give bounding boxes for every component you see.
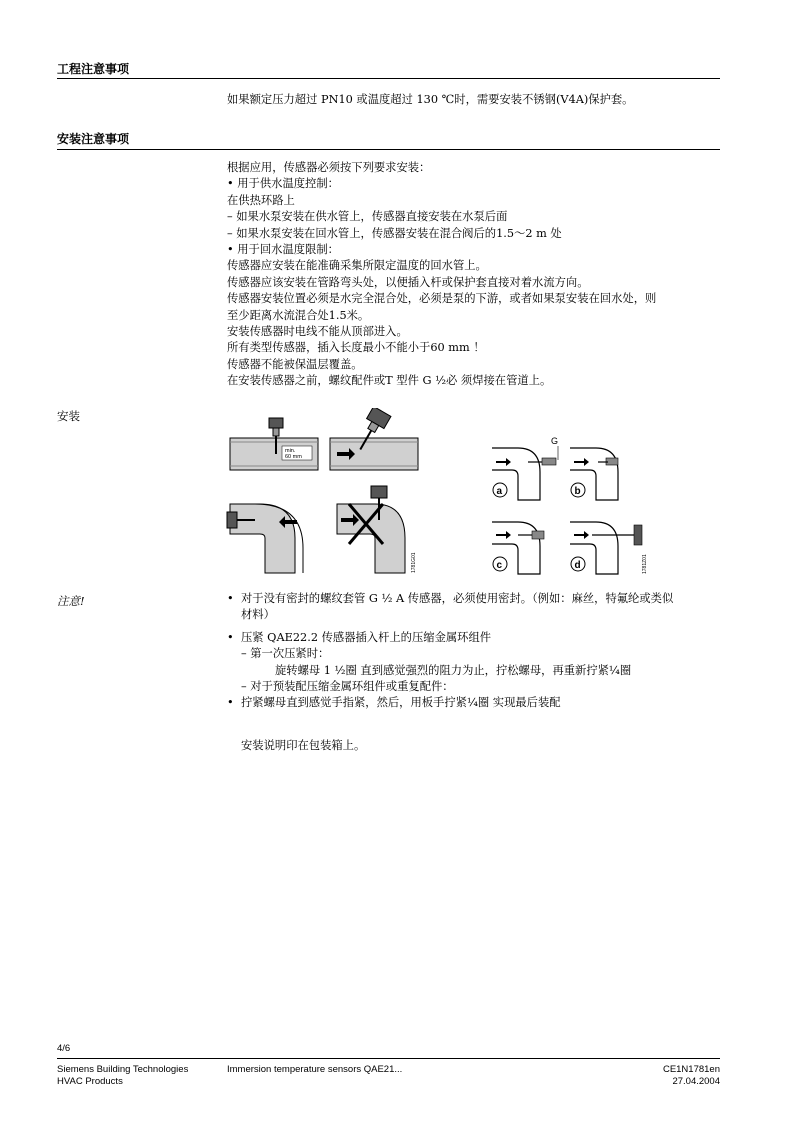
mounting-line: – 如果水泵安装在供水管上，传感器直接安装在水泵后面 — [227, 210, 508, 224]
division-name: HVAC Products — [57, 1076, 123, 1087]
tag-c: c — [496, 560, 503, 571]
note-bullet-final — [227, 695, 722, 711]
installation-diagram-right — [488, 432, 648, 578]
figure-code-left: 1781G01 — [411, 552, 417, 573]
mounting-line: 传感器应该安装在管路弯头处，以便插入杆或保护套直接对着水流方向。 — [227, 275, 589, 289]
doc-date: 27.04.2004 — [672, 1076, 720, 1087]
mounting-line: 在安装传感器之前，螺纹配件或T 型件 G ½必 须焊接在管道上。 — [227, 374, 552, 388]
mounting-line: – 如果水泵安装在回水管上，传感器安装在混合阀后的1.5～2 m 处 — [227, 226, 562, 240]
note-sub-instruction: 旋转螺母 1 ½圈 直到感觉强烈的阻力为止，拧松螺母，再重新拧紧¼圈 — [275, 663, 632, 677]
company-name: Siemens Building Technologies — [57, 1064, 189, 1075]
mounting-notes — [227, 160, 722, 390]
tag-a: a — [496, 486, 503, 497]
mounting-line: • 用于供水温度控制： — [227, 177, 339, 191]
bullet-icon: • — [227, 630, 234, 644]
footer-doc-title: Immersion temperature sensors QAE21... — [227, 1064, 403, 1075]
mounting-line: 传感器不能被保温层覆盖。 — [227, 357, 363, 371]
min-label: min. — [285, 448, 296, 454]
mounting-line: 传感器安装位置必须是水完全混合处，必须是泵的下游，或者如果泵安装在回水处，则 — [227, 292, 657, 306]
note-sub-first-tighten: – 第一次压紧时： — [241, 647, 330, 661]
g-label: G — [551, 436, 559, 446]
notes-block — [227, 591, 722, 754]
doc-code: CE1N1781en — [662, 1064, 720, 1075]
package-note: 安装说明印在包装箱上。 — [241, 738, 366, 752]
note-sub-preassembled: – 对于预装配压缩金属环组件或重复配件： — [241, 680, 454, 694]
note-text: 拧紧螺母直到感觉手指紧，然后，用板手拧紧¼圈 实现最后装配 — [241, 696, 561, 710]
installation-diagram-left — [225, 408, 430, 576]
note-text: 对于没有密封的螺纹套管 G ½ A 传感器，必须使用密封。（例如：麻丝，特氟纶或类似 — [241, 592, 674, 605]
mounting-line: 根据应用，传感器必须按下列要求安装： — [227, 161, 431, 174]
engineering-note-text: 如果额定压力超过 PN10 或温度超过 130 ℃时，需要安装不锈钢(V4A)保护套。 — [227, 93, 634, 106]
tag-d: d — [574, 560, 581, 571]
mounting-line: 在供热环路上 — [227, 193, 295, 207]
footer-doc-info — [663, 1064, 720, 1088]
bullet-icon: • — [227, 592, 234, 605]
mounting-line: • 用于回水温度限制： — [227, 243, 339, 257]
section-title-engineering: 工程注意事项 — [57, 62, 130, 76]
tag-b: b — [574, 486, 581, 497]
installation-label: 安装 — [57, 409, 80, 423]
page-number: 4/6 — [57, 1043, 71, 1054]
section-title-mounting: 安装注意事项 — [57, 132, 130, 146]
figure-code-right: 1781Z01 — [642, 554, 648, 574]
mounting-line: 所有类型传感器，插入长度最小不能小于60 mm ！ — [227, 341, 485, 355]
min-value-label: 60 mm — [285, 454, 302, 460]
bullet-icon: • — [227, 696, 234, 710]
notes-label: 注意! — [57, 594, 85, 608]
note-bullet-compression — [227, 630, 722, 646]
footer-company — [57, 1064, 188, 1088]
mounting-line: 传感器应安装在能准确采集所限定温度的回水管上。 — [227, 259, 487, 273]
section-rule — [57, 78, 720, 79]
mounting-line: 安装传感器时电线不能从顶部进入。 — [227, 325, 408, 339]
note-bullet-sealing — [227, 591, 722, 624]
mounting-line: 至少距离水流混合处1.5米。 — [227, 308, 370, 322]
section-rule — [57, 149, 720, 150]
footer-rule — [57, 1058, 720, 1059]
note-text: 材料） — [241, 608, 275, 622]
note-text: 压紧 QAE22.2 传感器插入杆上的压缩金属环组件 — [241, 630, 492, 644]
